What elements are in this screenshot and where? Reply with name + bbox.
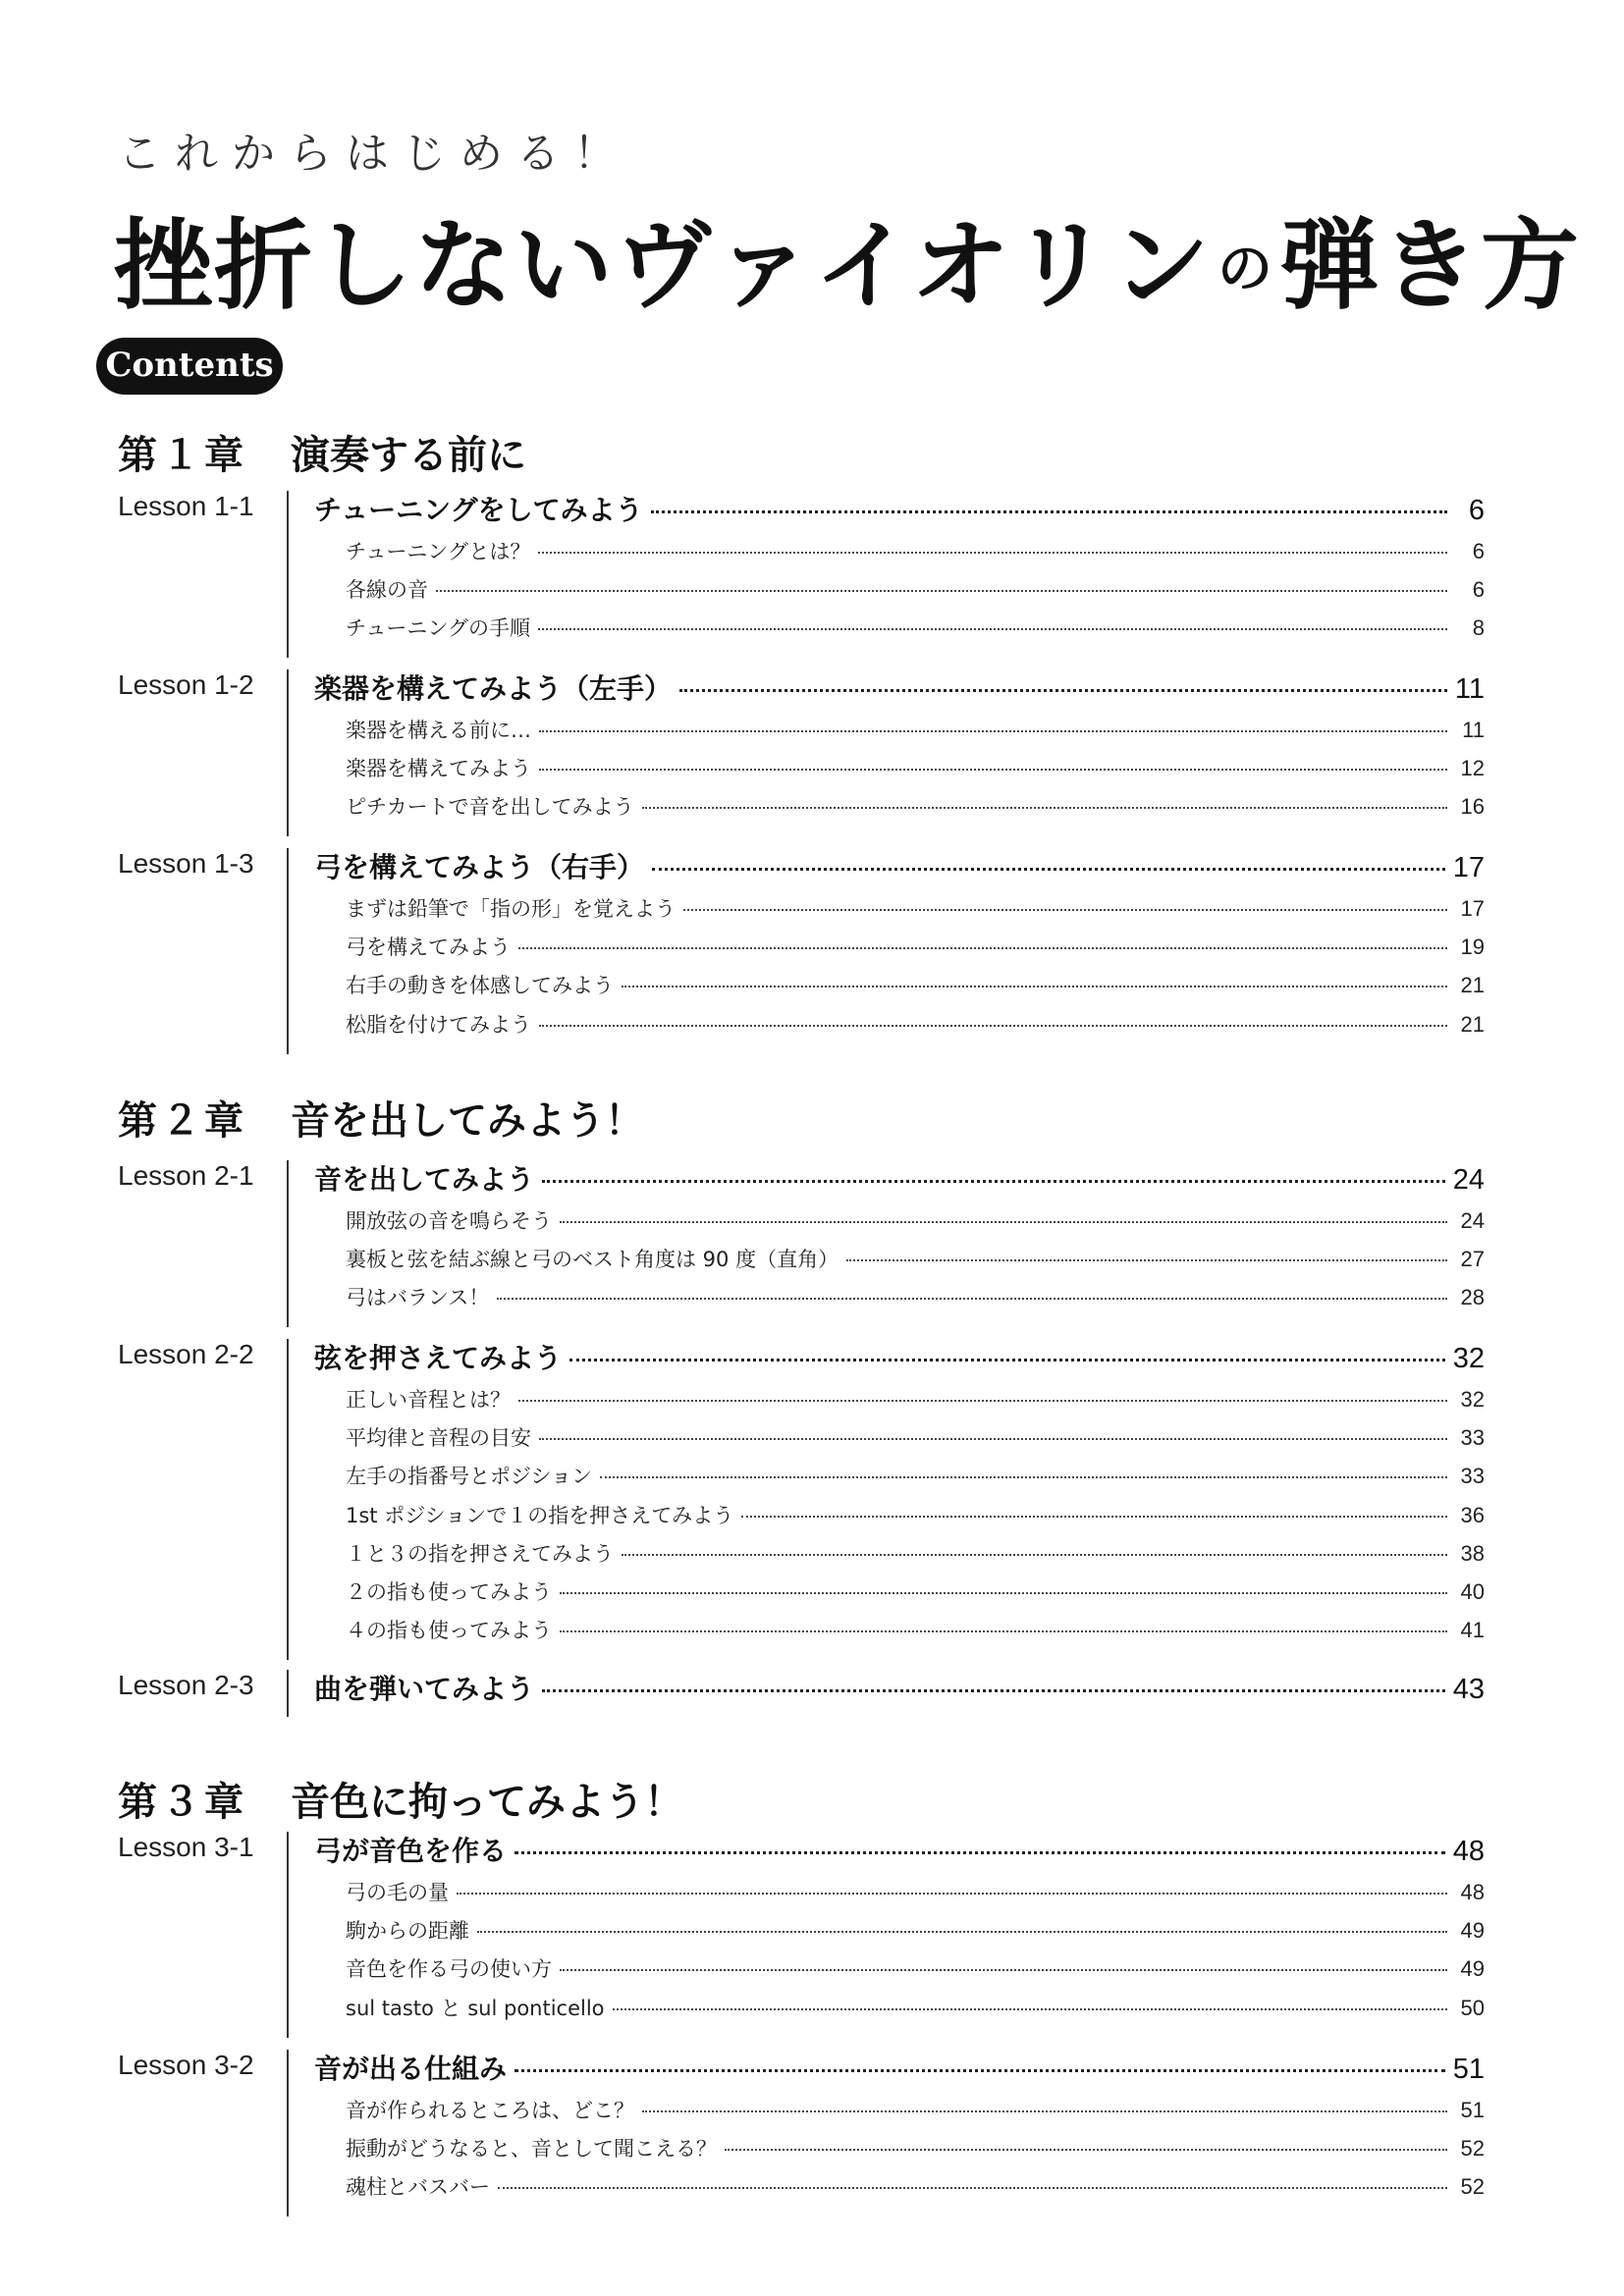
toc-item-title: 松脂を付けてみよう	[346, 1012, 531, 1037]
toc-item	[346, 2171, 1485, 2201]
dot-leader	[497, 1298, 1447, 1300]
toc-item	[346, 2095, 1485, 2124]
toc-item-title: 平均律と音程の目安	[346, 1426, 531, 1451]
toc-item-page: 50	[1460, 1995, 1485, 2020]
toc-item	[346, 1993, 1485, 2022]
toc-item	[346, 1877, 1485, 1906]
toc-item-title: 開放弦の音を鳴らそう	[346, 1209, 552, 1233]
toc-item-page: 52	[1460, 2136, 1485, 2162]
dot-leader	[600, 1476, 1447, 1478]
lesson-entry-page: 43	[1452, 1674, 1485, 1705]
lesson-divider	[287, 1670, 289, 1717]
toc-item-page: 52	[1460, 2174, 1485, 2200]
toc-item	[346, 1576, 1485, 1606]
dot-leader	[560, 1969, 1447, 1971]
toc-item-title: 音が作られるところは、どこ？	[346, 2099, 634, 2122]
dot-leader	[642, 807, 1447, 809]
lesson-entry	[314, 1337, 1485, 1376]
toc-item-title: チューニングとは？	[346, 540, 531, 563]
lesson-divider	[287, 491, 289, 658]
lesson-divider	[287, 1339, 289, 1660]
lesson-entry-page: 6	[1468, 495, 1485, 526]
toc-item-page: 21	[1460, 1011, 1485, 1037]
toc-item-title: １と３の指を押さえてみよう	[346, 1541, 614, 1566]
toc-item	[346, 1282, 1485, 1311]
toc-item	[346, 1915, 1485, 1945]
lesson-entry-title: 音が出る仕組み	[314, 2053, 508, 2085]
toc-item-page: 49	[1460, 1918, 1485, 1944]
lesson-entry-title: 弓が音色を作る	[314, 1835, 508, 1867]
lesson-label: Lesson 2-2	[118, 1339, 254, 1369]
toc-item-page: 36	[1460, 1502, 1485, 1527]
dot-leader	[569, 1359, 1445, 1362]
toc-item-page: 17	[1460, 896, 1485, 921]
dot-leader	[679, 689, 1447, 692]
toc-item-title: ピチカートで音を出してみよう	[346, 795, 634, 820]
dot-leader	[560, 1592, 1447, 1594]
lesson-label: Lesson 1-2	[118, 669, 254, 700]
toc-item	[346, 753, 1485, 782]
toc-item-page: 21	[1460, 973, 1485, 998]
lesson-label: Lesson 2-3	[118, 1670, 254, 1700]
dot-leader	[539, 1025, 1447, 1027]
toc-item-page: 33	[1460, 1425, 1485, 1451]
lesson-label: Lesson 2-1	[118, 1160, 254, 1191]
toc-item-page: 38	[1460, 1540, 1485, 1566]
toc-item	[346, 1205, 1485, 1235]
dot-leader	[613, 2008, 1447, 2010]
chapter-number: 第１章	[118, 433, 247, 478]
lesson-divider	[287, 1160, 289, 1327]
lesson-entry-title: 弓を構えてみよう（右手）	[314, 851, 645, 883]
toc-item-title: 1st ポジションで１の指を押さえてみよう	[346, 1503, 734, 1527]
toc-item-page: 12	[1460, 756, 1485, 781]
toc-item-page: 51	[1460, 2098, 1485, 2122]
lesson-entry	[314, 1830, 1485, 1869]
chapter-title: 音を出してみよう！	[291, 1098, 644, 1144]
toc-item-title: 弓はバランス！	[346, 1286, 490, 1310]
toc-item	[346, 613, 1485, 642]
dot-leader	[652, 868, 1445, 871]
toc-item-page: 8	[1472, 615, 1485, 641]
lesson-entry-title: 弦を押さえてみよう	[314, 1342, 563, 1374]
dot-leader	[622, 986, 1447, 988]
lesson-entry-title: 楽器を構えてみよう（左手）	[314, 672, 673, 705]
dot-leader	[514, 1851, 1445, 1854]
toc-item-page: 49	[1460, 1956, 1485, 1982]
toc-item-page: 19	[1460, 934, 1485, 960]
dot-leader	[457, 1893, 1447, 1895]
chapter-heading	[118, 1771, 683, 1827]
toc-item	[346, 1500, 1485, 1529]
lesson-divider	[287, 1832, 289, 2038]
toc-item-title: 振動がどうなると、音として聞こえる？	[346, 2137, 717, 2162]
lesson-entry	[314, 667, 1485, 707]
toc-item-title: まずは鉛筆で「指の形」を覚えよう	[346, 897, 676, 921]
dot-leader	[651, 510, 1447, 513]
toc-item-title: sul tasto と sul ponticello	[346, 1996, 605, 2020]
lesson-entry-page: 24	[1452, 1164, 1485, 1196]
dot-leader	[539, 730, 1447, 732]
lesson-entry	[314, 489, 1485, 528]
dot-leader	[477, 1931, 1447, 1933]
chapter-heading	[118, 424, 526, 480]
toc-item-title: 各線の音	[346, 578, 428, 603]
chapter-heading	[118, 1090, 644, 1146]
toc-item-page: 28	[1460, 1285, 1485, 1310]
dot-leader	[539, 769, 1447, 771]
chapter-title: 演奏する前に	[291, 433, 526, 478]
lesson-entry-title: 曲を弾いてみよう	[314, 1673, 535, 1705]
toc-item	[346, 2133, 1485, 2163]
dot-leader	[846, 1259, 1447, 1261]
toc-item	[346, 1615, 1485, 1644]
toc-item-page: 40	[1460, 1579, 1485, 1604]
toc-item-page: 6	[1472, 577, 1485, 603]
dot-leader	[622, 1554, 1447, 1556]
toc-item	[346, 1953, 1485, 1983]
book-title	[114, 187, 1581, 328]
toc-item	[346, 1384, 1485, 1414]
dot-leader	[498, 2187, 1447, 2189]
lesson-entry	[314, 1668, 1485, 1707]
dot-leader	[560, 1630, 1447, 1632]
toc-item-title: 駒からの距離	[346, 1919, 469, 1944]
contents-label: Contents	[96, 338, 283, 395]
dot-leader	[725, 2149, 1447, 2151]
dot-leader	[560, 1221, 1447, 1223]
lesson-label: Lesson 3-1	[118, 1832, 254, 1862]
toc-item-page: 48	[1460, 1880, 1485, 1904]
toc-item-title: 音色を作る弓の使い方	[346, 1957, 552, 1982]
book-subtitle: これからはじめる！	[118, 129, 630, 179]
toc-item-title: 楽器を構える前に…	[346, 719, 531, 742]
dot-leader	[542, 1689, 1445, 1692]
lesson-divider	[287, 2050, 289, 2216]
toc-item-title: チューニングの手順	[346, 616, 530, 641]
lesson-label: Lesson 1-1	[118, 491, 254, 521]
dot-leader	[514, 2069, 1445, 2072]
lesson-label: Lesson 3-2	[118, 2050, 254, 2080]
toc-item	[346, 932, 1485, 961]
dot-leader	[642, 2110, 1447, 2112]
toc-item-title: 右手の動きを体感してみよう	[346, 974, 614, 998]
dot-leader	[436, 590, 1447, 592]
lesson-entry-title: 音を出してみよう	[314, 1163, 535, 1196]
toc-item	[346, 1244, 1485, 1273]
lesson-entry-page: 17	[1452, 852, 1485, 883]
lesson-entry-page: 11	[1454, 673, 1485, 705]
toc-item	[346, 1461, 1485, 1490]
toc-item-title: 魂柱とバスバー	[346, 2175, 490, 2200]
toc-item-title: 楽器を構えてみよう	[346, 757, 531, 781]
toc-item-page: 24	[1460, 1208, 1485, 1233]
toc-item	[346, 1009, 1485, 1039]
dot-leader	[518, 947, 1447, 949]
dot-leader	[518, 1400, 1447, 1402]
toc-item	[346, 536, 1485, 565]
toc-item-page: 11	[1462, 718, 1485, 742]
book-title-part1: 挫折しないヴァイオリン	[114, 208, 1212, 323]
lesson-label: Lesson 1-3	[118, 848, 254, 879]
dot-leader	[538, 628, 1447, 630]
lesson-entry	[314, 2048, 1485, 2087]
toc-item-title: 裏板と弦を結ぶ線と弓のベスト角度は 90 度（直角）	[346, 1248, 839, 1272]
toc-item-page: 16	[1460, 794, 1485, 820]
toc-item	[346, 715, 1485, 744]
toc-item	[346, 970, 1485, 999]
lesson-entry	[314, 1158, 1485, 1198]
toc-item-page: 33	[1460, 1464, 1485, 1489]
chapter-number: 第３章	[118, 1780, 247, 1825]
toc-item-page: 41	[1460, 1618, 1485, 1643]
lesson-divider	[287, 669, 289, 836]
lesson-entry-title: チューニングをしてみよう	[314, 494, 643, 526]
toc-item	[346, 791, 1485, 821]
lesson-entry-page: 32	[1452, 1343, 1485, 1374]
toc-item	[346, 1538, 1485, 1568]
chapter-number: 第２章	[118, 1098, 247, 1144]
dot-leader	[538, 552, 1447, 554]
lesson-entry-page: 48	[1452, 1836, 1485, 1867]
toc-item-title: 正しい音程とは？	[346, 1388, 511, 1412]
dot-leader	[539, 1438, 1447, 1440]
toc-item-title: 左手の指番号とポジション	[346, 1465, 593, 1489]
toc-item-title: 弓を構えてみよう	[346, 935, 511, 960]
lesson-divider	[287, 848, 289, 1054]
toc-item	[346, 1422, 1485, 1452]
toc-item	[346, 574, 1485, 604]
lesson-entry-page: 51	[1452, 2054, 1485, 2085]
dot-leader	[683, 909, 1447, 911]
toc-item	[346, 893, 1485, 923]
toc-item-page: 27	[1460, 1247, 1485, 1272]
toc-item-title: ２の指も使ってみよう	[346, 1580, 552, 1604]
toc-item-title: 弓の毛の量	[346, 1881, 449, 1904]
book-title-part2: 弾き方	[1280, 208, 1581, 323]
book-title-particle: の	[1218, 238, 1274, 301]
toc-item-title: ４の指も使ってみよう	[346, 1619, 552, 1643]
lesson-entry	[314, 846, 1485, 885]
toc-item-page: 6	[1472, 539, 1485, 563]
toc-item-page: 32	[1460, 1387, 1485, 1412]
dot-leader	[542, 1180, 1445, 1183]
chapter-title: 音色に拘ってみよう！	[291, 1780, 683, 1825]
dot-leader	[741, 1516, 1447, 1518]
